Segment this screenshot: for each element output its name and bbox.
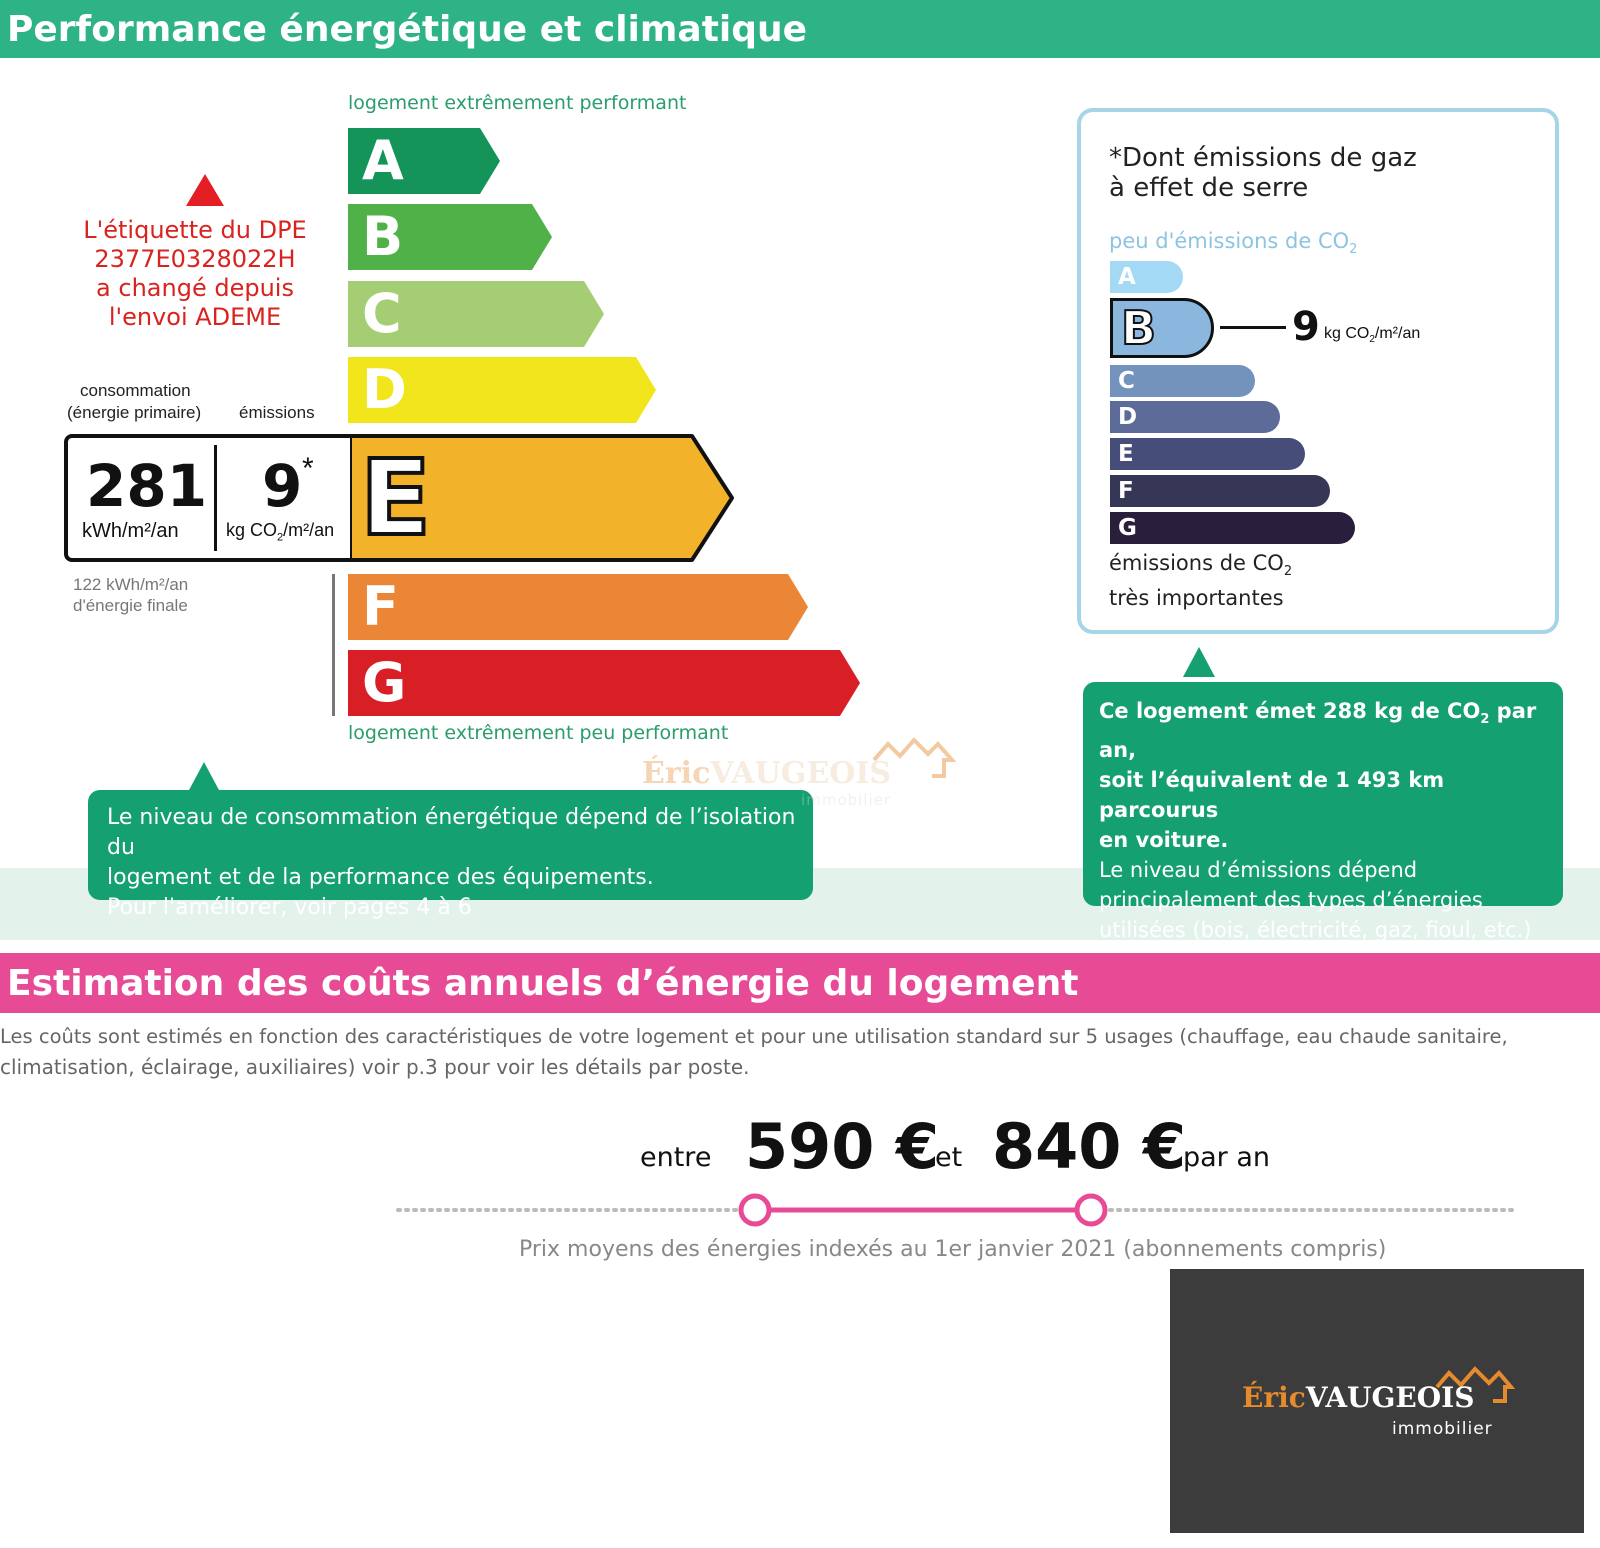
cost-section-title: Estimation des coûts annuels d’énergie du logement [0, 953, 1600, 1013]
primary-energy-label: (énergie primaire) [67, 403, 202, 422]
emissions-unit: kg $CO_2/m^2/an$ [226, 520, 335, 544]
callout-right-line-1: Ce logement émet 288 kg de $CO_2$ par an, [1099, 699, 1537, 763]
final-energy-text [73, 574, 188, 616]
cost-description-line-1: Les coûts sont estimés en fonction des caractéristiques de votre logement et pour une utilisation standard sur 5 usages (chauffage, eau chaude sanitaire, [0, 1025, 1508, 1048]
ges-title [1109, 143, 1417, 203]
cost-and-label: et [935, 1142, 963, 1173]
callout-right-line-2: soit l’équivalent de 1 493 km parcourus [1099, 768, 1445, 823]
cost-range-min-handle [741, 1196, 769, 1224]
cost-max-value: 840 € [992, 1110, 1187, 1183]
emissions-label: émissions [239, 403, 315, 422]
dpe-warning-text [60, 216, 330, 332]
ges-class-d: D [1110, 401, 1280, 433]
dpe-current-class-letter: E [360, 437, 432, 559]
cost-description-line-2: climatisation, éclairage, auxiliaires) voir p.3 pour voir les détails par poste. [0, 1055, 750, 1079]
dpe-class-letter: G [362, 651, 407, 714]
logo-last-name: VAUGEOIS [1305, 1381, 1475, 1414]
watermark-logo: ÉricVAUGEOIS immobilier [642, 756, 892, 809]
callout-right-arrow [1183, 647, 1215, 677]
consumption-unit: kWh/m²/an [82, 520, 179, 542]
dpe-class-letter: C [362, 282, 402, 345]
cost-min-value: 590 € [745, 1110, 940, 1183]
logo-first-name: Éric [1242, 1381, 1306, 1414]
ges-unit: kg $CO_2/m^2/an$ [1324, 325, 1421, 346]
callout-right-line-5: principalement des types d’énergies [1099, 888, 1483, 913]
ges-title-line-1: Dont émissions de gaz [1122, 143, 1417, 173]
dpe-scale-bottom-caption: logement extrêmement peu performant [348, 722, 729, 744]
emissions-value: 9 [262, 452, 303, 520]
ges-class-g: G [1110, 512, 1355, 544]
final-energy-value: 122 kWh/m²/an [73, 575, 189, 594]
agency-logo-box [1170, 1269, 1584, 1533]
callout-right-line-6: utilisées (bois, électricité, gaz, fioul, etc.) [1099, 918, 1532, 943]
cost-price-note: Prix moyens des énergies indexés au 1er janvier 2021 (abonnements compris) [519, 1237, 1387, 1262]
dpe-class-letter: F [362, 575, 399, 638]
callout-right-line-4: Le niveau d’émissions dépend [1099, 858, 1418, 883]
watermark-house-icon [872, 734, 958, 780]
ges-class-a: A [1110, 261, 1183, 293]
warning-line-3: a changé depuis [96, 274, 294, 302]
logo-wordmark [1242, 1381, 1474, 1414]
warning-triangle-icon [186, 174, 224, 206]
warning-line-2: 2377E0328022H [94, 245, 296, 273]
callout-right-line-3: en voiture. [1099, 828, 1229, 853]
emissions-callout [1083, 682, 1563, 943]
cost-range-max-handle [1077, 1196, 1105, 1224]
cost-range-slider [390, 1190, 1520, 1230]
consumption-label: consommation [80, 381, 191, 400]
emissions-star: * [302, 452, 314, 485]
ges-title-line-2: à effet de serre [1109, 173, 1309, 203]
ges-class-c: C [1110, 365, 1255, 397]
dpe-values-divider [214, 445, 217, 551]
ges-class-b: B [1110, 298, 1214, 358]
callout-left-line-3: Pour l'améliorer, voir pages 4 à 6 [107, 895, 472, 920]
warning-line-4: l'envoi ADEME [108, 303, 282, 331]
ges-bottom-caption: émissions de $CO_2$ très importantes [1109, 551, 1293, 611]
warning-line-1: L'étiquette du DPE [83, 216, 307, 244]
callout-left-line-2: logement et de la performance des équipements. [107, 865, 654, 890]
ges-pointer-line [1220, 326, 1286, 329]
ges-top-caption: peu d'émissions de $CO_2$ [1109, 229, 1358, 258]
ges-class-e: E [1110, 438, 1305, 470]
cost-between-label: entre [640, 1142, 712, 1173]
energy-section-title: Performance énergétique et climatique [0, 0, 1600, 58]
consumption-value: 281 [86, 452, 208, 520]
dpe-class-letter: D [362, 358, 407, 421]
callout-left-line-1: Le niveau de consommation énergétique dépend de l’isolation du [107, 805, 796, 860]
cost-description [0, 1022, 1600, 1082]
ges-value: 9 [1292, 304, 1320, 350]
scale-divider-line [332, 574, 335, 716]
dpe-class-letter: A [362, 129, 404, 192]
ges-class-f: F [1110, 475, 1330, 507]
dpe-scale-top-caption: logement extrêmement performant [348, 92, 687, 114]
cost-per-year-label: par an [1183, 1142, 1271, 1173]
final-energy-label: d'énergie finale [73, 596, 188, 615]
logo-subtitle: immobilier [1392, 1419, 1493, 1439]
callout-left-arrow [188, 762, 220, 792]
ges-title-star: * [1109, 143, 1122, 173]
dpe-class-letter: B [362, 205, 404, 268]
